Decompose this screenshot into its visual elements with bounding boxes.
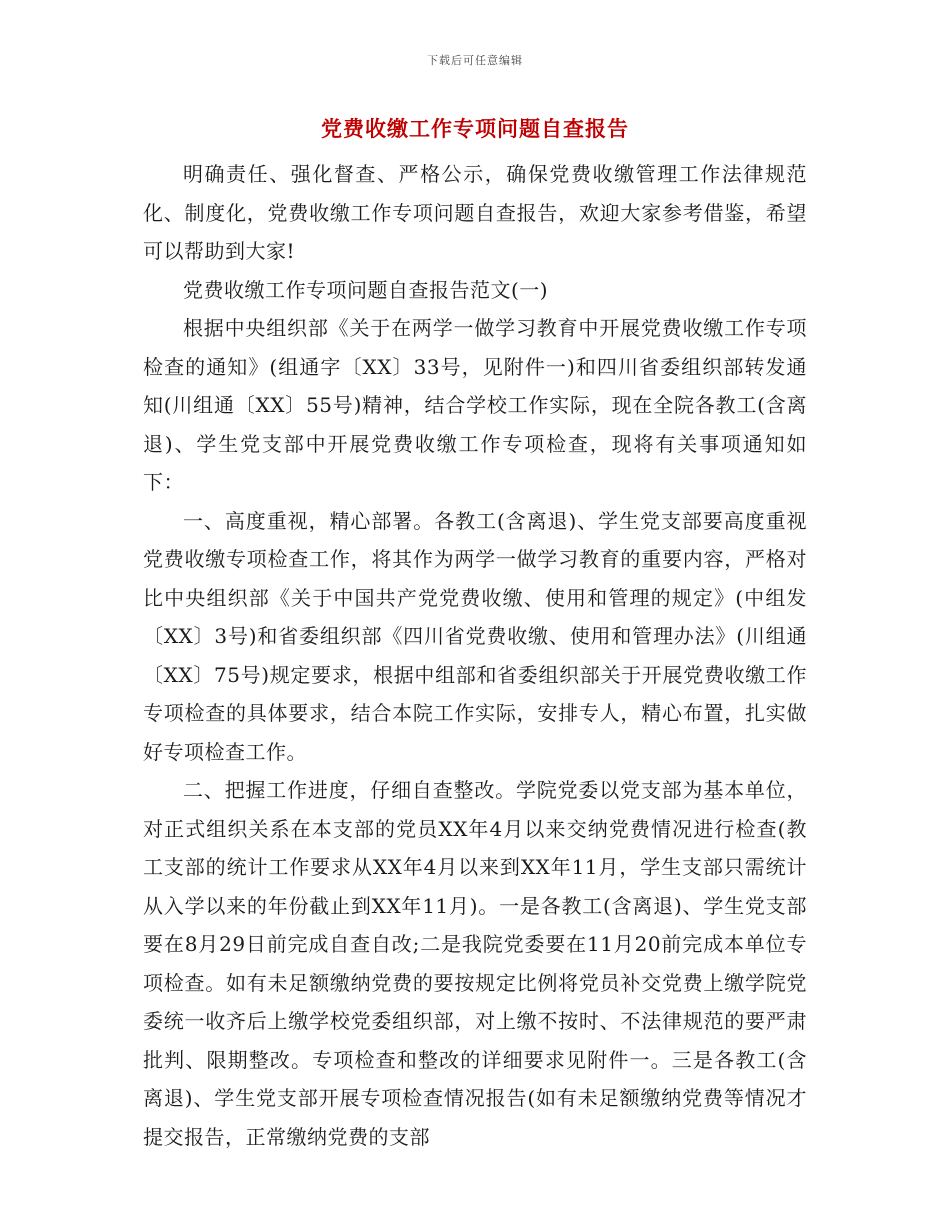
paragraph-intro: 明确责任、强化督查、严格公示，确保党费收缴管理工作法律规范化、制度化，党费收缴工作专项问题自查报告，欢迎大家参考借鉴，希望可以帮助到大家! <box>143 162 807 263</box>
paragraph-section-1: 一、高度重视，精心部署。各教工(含离退)、学生党支部要高度重视党费收缴专项检查工作，将其作为两学一做学习教育的重要内容，严格对比中央组织部《关于中国共产党党费收缴、使用和管理的规定》(中组发〔XX〕3号)和省委组织部《四川省党费收缴、使用和管理办法》(川组通〔XX〕75号)规定要求，根据中组部和省委组织部关于开展党费收缴工作专项检查的具体要求，结合本院工作实际，安排专人，精心布置，扎实做好专项检查工作。 <box>143 508 807 764</box>
paragraph-background: 根据中央组织部《关于在两学一做学习教育中开展党费收缴工作专项检查的通知》(组通字〔XX〕33号，见附件一)和四川省委组织部转发通知(川组通〔XX〕55号)精神，结合学校工作实际，现在全院各教工(含离退)、学生党支部中开展党费收缴工作专项检查，现将有关事项通知如下： <box>143 316 807 494</box>
header-note: 下载后可任意编辑 <box>427 54 523 67</box>
paragraph-section-2: 二、把握工作进度，仔细自查整改。学院党委以党支部为基本单位，对正式组织关系在本支部的党员XX年4月以来交纳党费情况进行检查(教工支部的统计工作要求从XX年4月以来到XX年11月，学生支部只需统计从入学以来的年份截止到XX年11月)。一是各教工(含离退)、学生党支部要在8月29日前完成自查自改;二是我院党委要在11月20前完成本单位专项检查。如有未足额缴纳党费的要按规定比例将党员补交党费上缴学院党委统一收齐后上缴学校党委组织部，对上缴不按时、不法律规范的要严肃批判、限期整改。专项检查和整改的详细要求见附件一。三是各教工(含离退)、学生党支部开展专项检查情况报告(如有未足额缴纳党费等情况才提交报告，正常缴纳党费的支部 <box>143 778 807 1149</box>
document-body <box>143 155 807 1156</box>
paragraph-subtitle: 党费收缴工作专项问题自查报告范文(一) <box>183 277 549 302</box>
document-title: 党费收缴工作专项问题自查报告 <box>321 116 629 141</box>
